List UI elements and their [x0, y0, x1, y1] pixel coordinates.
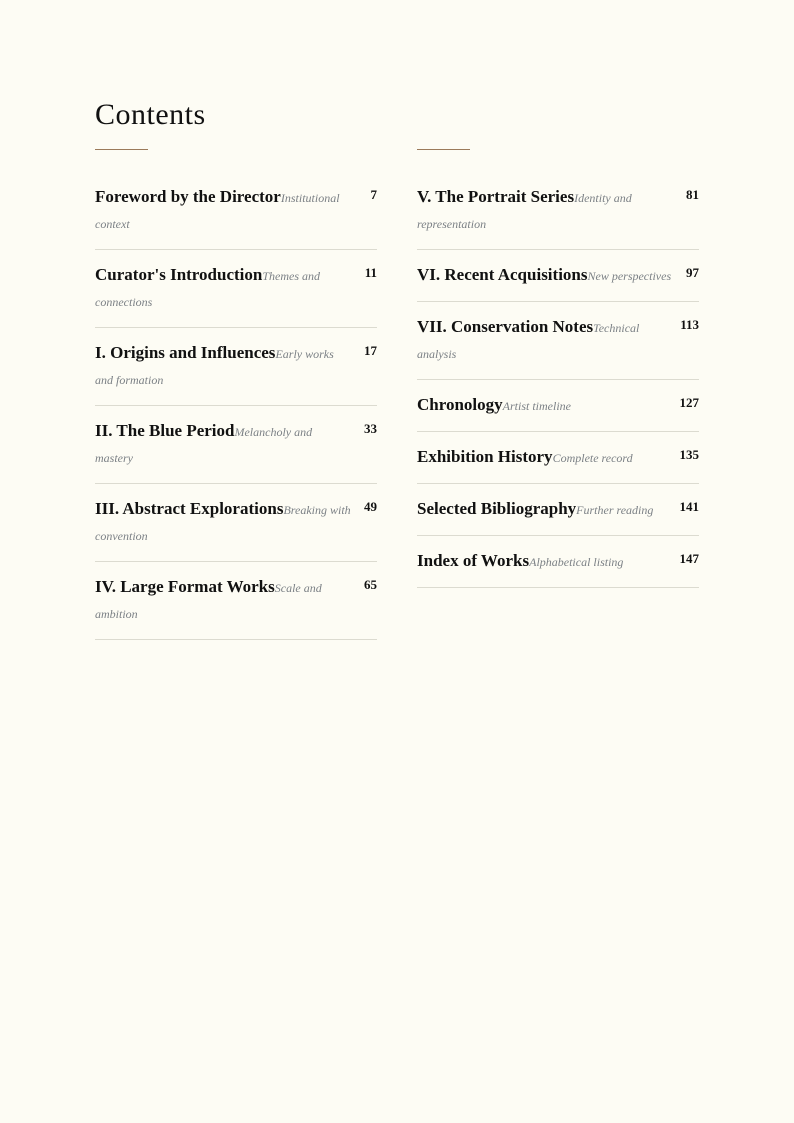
- entry-title: IV. Large Format Works: [95, 577, 275, 596]
- page-number: 17: [364, 343, 377, 358]
- page-number: 135: [679, 447, 699, 462]
- toc-entry[interactable]: [95, 562, 377, 640]
- toc-entry[interactable]: [417, 172, 699, 250]
- entry-title: Curator's Introduction: [95, 265, 263, 284]
- entry-subtitle: Alphabetical listing: [529, 555, 624, 569]
- entry-subtitle: Scale and ambition: [95, 581, 322, 621]
- entry-title: I. Origins and Influences: [95, 343, 276, 362]
- toc-column-right: [417, 172, 699, 588]
- page-number: 141: [679, 499, 699, 514]
- toc-entry[interactable]: [417, 484, 699, 536]
- page-number: 7: [370, 187, 377, 202]
- toc-entry[interactable]: [95, 172, 377, 250]
- page-number: 65: [364, 577, 377, 592]
- entry-subtitle: Further reading: [576, 503, 654, 517]
- entry-title: VI. Recent Acquisitions: [417, 265, 588, 284]
- toc-entry[interactable]: [417, 432, 699, 484]
- page-number: 127: [679, 395, 699, 410]
- page-title: Contents: [95, 98, 206, 131]
- entry-title: Chronology: [417, 395, 503, 414]
- entry-subtitle: Early works and formation: [95, 347, 334, 387]
- toc-entry[interactable]: [95, 328, 377, 406]
- page-number: 11: [364, 265, 377, 280]
- entry-title: Index of Works: [417, 551, 530, 570]
- toc-entry[interactable]: [417, 250, 699, 302]
- entry-subtitle: Technical analysis: [417, 321, 640, 361]
- toc-entry[interactable]: [95, 250, 377, 328]
- entry-subtitle: Themes and connections: [95, 269, 321, 309]
- page-number: 97: [686, 265, 699, 280]
- page-number: 147: [679, 551, 699, 566]
- toc-entry[interactable]: [95, 406, 377, 484]
- entry-subtitle: Artist timeline: [502, 399, 571, 413]
- page-number: 81: [686, 187, 699, 202]
- entry-title: Selected Bibliography: [417, 499, 577, 518]
- page-number: 33: [364, 421, 377, 436]
- toc-column-left: [95, 172, 377, 640]
- entry-title: II. The Blue Period: [95, 421, 235, 440]
- entry-title: V. The Portrait Series: [417, 187, 575, 206]
- entry-subtitle: Melancholy and mastery: [95, 425, 313, 465]
- toc-entry[interactable]: [417, 302, 699, 380]
- entry-title: Exhibition History: [417, 447, 553, 466]
- entry-subtitle: Breaking with convention: [95, 503, 351, 543]
- accent-rule-right: [417, 149, 470, 150]
- toc-entry[interactable]: [95, 484, 377, 562]
- toc-entry[interactable]: [417, 536, 699, 588]
- page-number: 49: [364, 499, 377, 514]
- entry-title: III. Abstract Explorations: [95, 499, 284, 518]
- entry-subtitle: Identity and representation: [417, 191, 632, 231]
- entry-title: Foreword by the Director: [95, 187, 281, 206]
- entry-subtitle: Institutional context: [95, 191, 340, 231]
- entry-subtitle: New perspectives: [587, 269, 672, 283]
- toc-entry[interactable]: [417, 380, 699, 432]
- entry-title: VII. Conservation Notes: [417, 317, 594, 336]
- page-number: 113: [680, 317, 699, 332]
- entry-subtitle: Complete record: [552, 451, 633, 465]
- accent-rule-left: [95, 149, 148, 150]
